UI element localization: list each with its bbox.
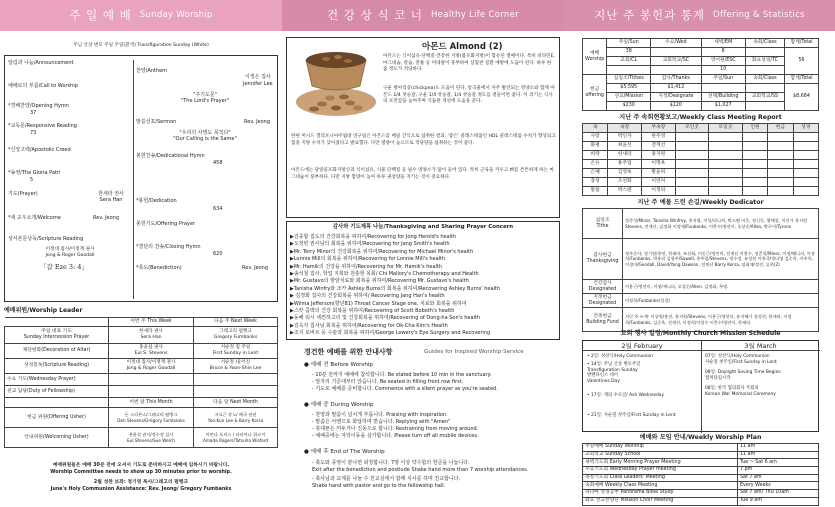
class-cell [742, 187, 767, 196]
gloria-patri-number: 5 [30, 177, 34, 183]
table-row [583, 474, 819, 482]
leader-next [194, 374, 278, 386]
order-item-anthem: 찬양/Anthem [136, 68, 168, 74]
class-head: 속장 [608, 124, 642, 133]
leader-this-month: 홍윤섭 권사/정수정 집사 Eul Stevens/Sue Welch [109, 428, 194, 448]
dedicator-names: 이정희/Funbanks(성경) [623, 294, 819, 308]
class-cell [675, 142, 709, 151]
list-item: 08일: 한국 협의회사 주회의 Korean War Memorial Ceremony [705, 386, 776, 397]
leader-notice-1: 예배위원들은 예배 30분 전에 오셔서 기도로 준비하시고 예배에 임하시기 바랍니다. [52, 463, 230, 468]
table-row [583, 280, 819, 294]
worship-subtitle: 주님 산상 변모 주일 주일(환색) Transfiguration Sunday (White) [73, 43, 209, 48]
responsive-reading-number: 73 [30, 130, 37, 136]
class-cell [709, 178, 743, 187]
stat-value: 10 [701, 66, 745, 75]
stat-value: $1,412 [651, 84, 701, 93]
health-paragraph-4: 아몬드에는 당알콜포화지방산과 식이섬유, 식물 단백질 등 필수 영양소가 많이 들어 있다. 특히 근육을 키우고 뼈를 튼튼하게 하는 마그네슘이 풍부하다. 다만 지방 함량이 높아 하루 권장량을 지키는 것이 중요하다. [291, 168, 554, 180]
dedicator-names: 이용근/정연미, 이정/제니퍼, 오상순/Allen, 김정화, 무명. [623, 280, 819, 294]
leader-row-label: 성경봉독(Scripture Reading) [5, 359, 109, 374]
order-item-apostolic-creed: *신앙고백/Apostolic Creed [8, 147, 71, 153]
class-cell [742, 151, 767, 160]
stat-head: 수요/Wed [651, 39, 701, 48]
guide-line: - 축사님과 교제를 나눌 수 친교실에서 함께 식사를 하며 친교합니다. [312, 476, 461, 482]
stat-head: 합계/Total [785, 75, 819, 84]
offering-column [564, 0, 835, 507]
class-cell [768, 169, 793, 178]
class-cell [675, 160, 709, 169]
stat-head: 교회학교/SC [651, 57, 701, 66]
list-item: ▶Wilma Jefferson(향년81) Throat Cancer Stage one, 치료와 회복을 위하여 [290, 300, 467, 307]
table-row [583, 178, 819, 187]
stat-value: 8 [701, 48, 745, 57]
table-row [5, 374, 278, 386]
class-name: 사랑 [583, 133, 608, 142]
list-item: ▶송석철 집사, 학업 지희와 원충현 목회/ Chi Mallory's Chemotherapy and Health [290, 270, 479, 277]
class-cell [742, 169, 767, 178]
order-item-offering-prayer: 봉헌기도/Offering Prayer [136, 221, 195, 227]
list-item: ▶Tanisha Winfry와 조카 Ashley Burns의 회복을 위하여/Recovering Ashley Burns' health [290, 285, 501, 292]
stat-head: 영어권/ESC [701, 57, 745, 66]
leader-row-label: 제단헌화(Decoration of Altar) [5, 344, 109, 359]
sermon-preacher: Rev. Jeong [244, 119, 271, 125]
stat-value [745, 102, 784, 111]
list-item: • 21일: 사순절 첫주일/First Sunday in Lent [587, 413, 676, 418]
offering-header-ko: 지난 주 봉헌과 통계 [594, 8, 706, 23]
order-item-call-to-worship: 예배로의 부름/Call to Worship [8, 83, 78, 89]
anthem-title-ko: "주기도문" [193, 92, 217, 98]
schedule-divider [701, 341, 702, 433]
health-header-ko: 건 강 상 식 코 너 [327, 8, 423, 23]
order-item-opening-hymn: *경배찬양/Opening Hymn [8, 103, 69, 109]
class-subleader: 이정의 [641, 187, 675, 196]
order-item-scripture: 성서본문낭독/Scripture Reading [8, 236, 84, 242]
prayer-concern-title: 감사와 기도제목 나눔/Thanksgiving and Sharing Prayer Concern [332, 224, 514, 230]
dedicator-title: 지난 주 예물 드린 손길/Weekly Dedicator [637, 199, 764, 206]
class-head: 헌금 [768, 124, 793, 133]
closing-hymn-number: 620 [213, 251, 223, 257]
order-item-announcement: 알림과 나눔/Announcement [8, 60, 74, 66]
class-cell [768, 142, 793, 151]
order-item-dedicational-hymn: 봉헌찬송/Dedicational Hymn [136, 153, 205, 159]
class-cell [742, 160, 767, 169]
list-item: ▶Lonnie Mill의 회복을 위하여/Recovering for Lonnie Mill's health [290, 256, 446, 263]
table-row [583, 490, 819, 498]
class-head: 인원 [742, 124, 767, 133]
dedicator-names: 지난 주 누계: 이상원/홍진, 홍지원/Stevens, 이용근/정연미, 유지혜가 정성현, 한새라, 이정희/Funbanks, 김순옥, 전계선, 이정희/이정수 이충수/정연이, 한새라. [623, 308, 819, 332]
leader-next [194, 386, 278, 398]
class-cell [793, 178, 818, 187]
plan-time: 11 am [738, 444, 819, 452]
class-cell [675, 169, 709, 178]
table-row [583, 294, 819, 308]
offering-header-en: Offering & Statistics [713, 10, 805, 21]
stat-head: 새벽/EM [701, 39, 745, 48]
list-item: ▶동혜 워시 세컨하고리 및 건강회복을 위하여/Recovering of Dong-ha Son's health [290, 315, 481, 322]
plan-title: 예배와 모임 안내/Weekly Worship Plan [639, 434, 762, 441]
class-cell [768, 151, 793, 160]
class-leader: 한새라 [608, 151, 642, 160]
anthem-title-en: "The Lord's Prayer" [180, 98, 230, 104]
class-name: 화평 [583, 142, 608, 151]
class-cell [793, 187, 818, 196]
class-cell [768, 178, 793, 187]
order-item-welcome: *새 교우소개/Welcome [8, 215, 61, 221]
stat-value: $1,027 [701, 102, 745, 111]
order-item-closing-hymn: *결단의 찬송/Closing Hymn [136, 244, 201, 250]
class-cell [793, 142, 818, 151]
order-of-worship [4, 55, 278, 302]
table-row [583, 133, 819, 142]
anthem-leader-ko: 이정은 집사 [245, 74, 271, 80]
order-item-benediction: *축도(Benediction) [136, 265, 182, 271]
worship-leader-table [4, 317, 278, 448]
list-item: ▶Mr. Terry Minor의 건강회복을 위하여/Recovering for Michael Minor's health [290, 248, 474, 255]
leader-next-month: 서요근 장노/ 배국 권권 Yoo-Kun Lee & Barry Korsa [194, 408, 278, 428]
plan-time: Sat 7 am [738, 474, 819, 482]
prayer-concern-list [290, 234, 558, 337]
prayer-leader-ko: 한새라 권사 [98, 191, 124, 197]
list-item: ▶ 김정화 집사의 건강회복을 위하여/ Recovering Jang Han's health [290, 293, 445, 300]
table-row [583, 497, 819, 505]
plan-name: 파나마 성경공부 Panorama Bible Study [583, 490, 738, 498]
class-cell [709, 151, 743, 160]
offering-header [564, 0, 835, 31]
worship-column [0, 0, 282, 507]
col-next-week: 다음 주 Next Week [194, 318, 278, 327]
stat-head: 지정/Designate [651, 93, 701, 102]
offering-total: $8,684 [785, 84, 819, 111]
plan-name: 수요기도회 Wednesday Prayer meeting [583, 467, 738, 475]
class-cell [768, 160, 793, 169]
dedicator-label: 십일조 Tithe [583, 209, 623, 239]
leader-next-month: 아만다 포커스 / 타티아나 위코저 Amada Rogers/Tatsuha Wisford [194, 428, 278, 448]
class-head: 성경 [793, 124, 818, 133]
leader-this: 한새라 권사 Sera Han [109, 327, 194, 344]
guide-line: - 예배중에는 자리이동을 삼가합니다. Please turn off all mobile devices. [312, 433, 479, 439]
plan-time: Tue 9 am [738, 497, 819, 505]
leader-row-label: 수요 기도(Wednesday Prayer) [5, 374, 109, 386]
list-item: 08일: Daylight Saving Time Begins 썸머타임시작 [705, 370, 781, 381]
table-row [583, 160, 819, 169]
stat-value [745, 66, 784, 75]
class-cell [709, 133, 743, 142]
class-cell [793, 160, 818, 169]
stat-value [651, 66, 701, 75]
health-paragraph-2: 구운 병아리콩(chickpea)도 도움이 된다. 통곡물에서 자주 발견되는 영양소와 함께 아몬드 1/4 찻숟갈, 구운 1/4 찻숟갈, 1/4 찻숟갈 정도를 곁들이면 좋다. 이 리기는 식사의 포만감을 높여주며 식습관 개선에 도움을 준다. [383, 86, 555, 105]
leader-row-label: 헌금 위원(Offering Usher) [5, 408, 109, 428]
order-item-dedication: *봉헌/Dedication [136, 198, 177, 204]
list-item: • 2일: 성찬식/Holy Communion [587, 354, 653, 359]
list-item: • 14일: 주님 산상 변모주일 Transfiguration Sunday 발렌타인스 데이 Valentines Day [587, 362, 641, 384]
leader-table-corner [5, 318, 109, 327]
class-name: 은혜 [583, 169, 608, 178]
stat-value: $120 [651, 102, 701, 111]
stat-value [607, 66, 651, 75]
stat-head: 교회학교/SS [745, 93, 784, 102]
leader-this-month: 돈 스티븐스/그레고리 펌뱅크 Don Stevens/Gregory Fumbanks [109, 408, 194, 428]
stat-total: 56 [785, 48, 819, 75]
order-divider [133, 60, 134, 299]
dedicator-names: 정주순사; 정기영/홍연, 한새라, 조선화, 이동근/정연미, 전계선 이정수, 정준석/Minor, 이정/웨니퍼, 이정희/Funbanks, 박유리 김형주/Sowell, 홍주업/Stevens, 정수정, 유성현 이홍국/정다영 김순옥, 이주옥, 이경미/Goodall, David/Yong Dawson, 전계선 Barry Korsa, 임회재/정진, 류현(2) [623, 239, 819, 280]
order-item-gloria-patri: *송영/The Gloria Patri [8, 170, 61, 176]
order-item-sermon: 말씀선포/Sermon [136, 119, 177, 125]
schedule-february: 2월 February [621, 342, 663, 350]
list-item: 07일: 성찬식/Holy Communion 사순절 첫주일/First Sunday in Lent [705, 354, 777, 365]
guide-line: - 휴대폰은 꺼두거나 진동으로 합니다. Restraining from moving around. [312, 426, 479, 432]
leader-next: 그레고리 펌뱅크 Gregory Fumbanks [194, 327, 278, 344]
class-subleader: 홍지원 [641, 151, 675, 160]
plan-name: 화요 선교찬양단 Mission Choir Meeting [583, 497, 738, 505]
plan-table [582, 443, 819, 506]
benediction-pastor: Rev. Jeong [242, 265, 269, 271]
class-cell [768, 133, 793, 142]
stat-value [745, 84, 784, 93]
plan-name: 주일예배 Sunday Worship [583, 444, 738, 452]
leader-notice-4: June's Holy Communion Assistance: Rev. Jeong/ Gregory Fumbanks [50, 487, 232, 492]
worship-header [0, 0, 282, 31]
table-row [583, 482, 819, 490]
leader-notice-2: Worship Committee needs to show up 30 minutes prior to worship. [50, 470, 232, 475]
stat-head: 교회/CL [607, 57, 651, 66]
table-row [5, 344, 278, 359]
order-item-responsive-reading: *교독문/Responsive Reading [8, 123, 77, 129]
plan-time: 11 am [738, 451, 819, 459]
list-item: ▶스캇 콤맥의 건강 회복을 위하여/Recovering of Scott Boboth's health [290, 307, 455, 314]
table-row [583, 239, 819, 280]
health-paragraph-1: 아몬드는 식이섬유·단백질·건강한 지방(불포화지방)이 함유된 열매이다. 특히 비타민E, 마그네슘, 칼슘, 칼륨 등 미네랄이 풍부하여 심혈관 질환 예방에 도움이 된다. 하루 한 줌 정도가 적당하다. [383, 54, 555, 73]
class-cell [709, 169, 743, 178]
health-article [286, 37, 560, 218]
table-row [583, 142, 819, 151]
class-name: 온유 [583, 160, 608, 169]
offering-label: 헌금 offering [583, 75, 607, 111]
dedicator-table [582, 208, 819, 332]
table-row [5, 428, 278, 448]
table-row [583, 151, 819, 160]
schedule-march: 3월 March [744, 342, 777, 350]
welcome-leader: Rev. Jeong [93, 215, 120, 221]
class-leader: 박스탠 [608, 187, 642, 196]
offering-stats-table [582, 38, 819, 111]
plan-time: Sat 7 am/ Thu 10am [738, 490, 819, 498]
table-row [583, 209, 819, 239]
plan-time: 7 pm [738, 467, 819, 475]
stat-head: 감사/Thanks [651, 75, 701, 84]
leader-row-label: 안내위원(Welcoming Usher) [5, 428, 109, 448]
leader-row-label: 친교 담당(Duty of Fellowship) [5, 386, 109, 398]
class-cell [675, 187, 709, 196]
stat-head: 십일조/Tithes [607, 75, 651, 84]
class-head: 모일곳 [709, 124, 743, 133]
leader-table-corner-2 [5, 398, 109, 408]
col-this-month: 이번 달 This Month [109, 398, 194, 408]
health-header [282, 0, 564, 31]
class-cell [793, 151, 818, 160]
table-row [583, 308, 819, 332]
class-report-table [582, 123, 819, 196]
class-cell [709, 142, 743, 151]
scripture-reference: 「갈 Eze 3: 4」 [40, 263, 88, 271]
class-head: 속 [583, 124, 608, 133]
class-cell [742, 142, 767, 151]
table-row [5, 386, 278, 398]
table-row [583, 444, 819, 452]
dedicator-label: 건강감사 Designated [583, 280, 623, 294]
class-subleader: 전계선 [641, 142, 675, 151]
order-item-prayer: 기도(Prayer) [8, 191, 38, 197]
prayer-concern-box [286, 221, 560, 340]
stat-value [745, 48, 784, 57]
guide-line: - 축도와 종영이 끝나면 퇴장합니다. 7명 이상 약수함의 헌금을 나눕니다. [312, 460, 470, 466]
class-head: 부속장 [641, 124, 675, 133]
dedicator-label: 건축헌금 Building Fund [583, 308, 623, 332]
class-subleader: 이명옥 [641, 160, 675, 169]
col-this-week: 이번 주 This Week [109, 318, 194, 327]
guide-line: - 기도로 예배를 준비합니다. Commence with a silent prayer as you're seated. [312, 386, 498, 392]
scripture-reader-ko: 이정대 집사/이정재 권사 [45, 247, 95, 252]
stat-head: 합계/Total [785, 39, 819, 48]
list-item: • 17일: 재의 수요일/ Ash Wednesday [587, 393, 665, 398]
class-cell [709, 187, 743, 196]
table-row [5, 359, 278, 374]
list-item: ▶오정빈 권사님의 회복을 위하여/Recovering for Jang Smith's health [290, 241, 450, 248]
class-subleader: 한주영 [641, 133, 675, 142]
stat-head: 속회/Class [745, 39, 784, 48]
dedicator-label: 지정헌금 Designated [583, 294, 623, 308]
class-cell [742, 133, 767, 142]
anthem-leader-en: Jennifer Lee [243, 81, 273, 87]
prayer-leader-en: Sera Han [99, 197, 123, 203]
dedication-number: 634 [213, 206, 223, 212]
class-cell [675, 178, 709, 187]
leader-row-label: 주일 대표 기도 Sunday Intercession Prayer [5, 327, 109, 344]
schedule-box [582, 340, 819, 432]
dedicational-hymn-number: 458 [213, 160, 223, 166]
table-row [5, 327, 278, 344]
sermon-title-en: "Our Calling is the Same" [173, 136, 237, 142]
guide-line: - 말씀은 아멘으로 화답하며 받습니다. Replying with "Amen" [312, 419, 451, 425]
class-leader: 박인자 [608, 133, 642, 142]
guide-title-ko: 경건한 예배를 위한 안내사항 [304, 348, 393, 356]
class-cell [675, 133, 709, 142]
worship-attendance-label: 예배 Worship [583, 39, 607, 75]
stat-head: 화요성경/TC [745, 57, 784, 66]
class-cell [709, 160, 743, 169]
leader-next: 서순정 집 주일 First Sunday in Lent [194, 344, 278, 359]
guide-before-head: ● 예배 전 Before Worship [304, 362, 373, 368]
stat-head: 선택/Building [701, 93, 745, 102]
class-head: 모인곳 [675, 124, 709, 133]
stat-head: 주일/Sun [701, 75, 745, 84]
plan-name: 속장기도회 Class Leaders' Meeting [583, 474, 738, 482]
stat-value: $5,595 [607, 84, 651, 93]
leader-notice-3: 2월 성찬 보좌: 정기영 목사/그레고리 펌뱅크 [93, 480, 189, 485]
list-item: ▶김옥자 집사님 회복을 위하여/Recovering for Ok-Cha Kim's Health [290, 322, 448, 329]
plan-name: 새벽기도회 Early Morning Prayer Meeting [583, 459, 738, 467]
stat-head: 주일/Sun [607, 39, 651, 48]
class-cell [675, 151, 709, 160]
guide-end-head: ● 예배 후 End of The Worship [304, 449, 385, 455]
stat-value [701, 84, 745, 93]
worship-leader-title: 예배위원/Worship Leader [4, 307, 83, 314]
schedule-title: 교회 행사 일정/Monthly Church Mission Schedule [620, 330, 781, 337]
health-article-title: 아몬드 Almond (2) [422, 42, 503, 52]
leader-next: 서순정 /윤이신 Bruce & Yoon-Shin Lee [194, 359, 278, 374]
guide-line: - 앞자리 기준대부터 앉습니다. Be seated in filling front row first. [312, 379, 464, 385]
class-leader: 최윤선 [608, 142, 642, 151]
class-leader: 김영옥 [608, 169, 642, 178]
class-name: 말씀 [583, 187, 608, 196]
class-cell [742, 178, 767, 187]
guide-line: Exit after the benediction and postlude Shake hand more than 7 worship attendances. [312, 467, 529, 473]
table-row [583, 459, 819, 467]
table-row [583, 451, 819, 459]
class-cell [768, 187, 793, 196]
scripture-reader-en: Jong & Roger Goodall [45, 253, 95, 258]
worship-header-en: Sunday Worship [139, 10, 213, 21]
list-item: ▶Mr. Hamik의 건강을 위하여/Recovering for Mr. Hamik's health [290, 263, 443, 270]
stat-value: 38 [607, 48, 651, 57]
plan-time: Tue ~ Sat 6 am [738, 459, 819, 467]
stat-value: $230 [607, 102, 651, 111]
guide-title-en: Guides for Inspired Worship Service [424, 349, 524, 355]
list-item: ▶김종합 집도의 건강회복을 위하여/Recovering for Jong Herold's health [290, 234, 457, 240]
stat-head: 선교/Mission [607, 93, 651, 102]
class-name: 희락 [583, 151, 608, 160]
class-subleader: 이연미 [641, 178, 675, 187]
class-cell [793, 133, 818, 142]
plan-name: 교회학교 Sunday School [583, 451, 738, 459]
list-item: ▶조지 로버트 등 수술과 회복을 위하여/George Lowery's Eye Surgery and Recovering [290, 330, 491, 337]
health-paragraph-3: 한편 머시드 캘리포니아주립대 연구팀은 아몬드를 매일 간식으로 섭취한 결과, '좋은' 콜레스테롤인 HDL 콜레스테롤 수치가 향상되고 혈중 지방 수치가 낮아졌다고 발표했다. 다만 열량이 높으므로 적당량을 섭취하는 것이 좋다. [291, 134, 556, 146]
dedicator-names: 정준석/Minor, Tanisha Winfrey, 홍지영, 이성/피니씨, 박스탠 비웅, 정신동, 황해상, 이선가 홍지원 Stevens, 전계신, 김정화 이정재/Funbanks, 이충수/정연이, 오상순/Allen, 박구이/Tyrone [623, 209, 819, 239]
sermon-title-ko: "우리의 사명도 목적다" [179, 130, 231, 136]
class-report-title: 지난 주 속회현황보고/Weekly Class Meeting Report [619, 114, 782, 121]
class-cell [793, 169, 818, 178]
leader-this [109, 374, 194, 386]
worship-header-ko: 주 일 예 배 [69, 8, 132, 23]
table-row [5, 408, 278, 428]
plan-name: 속회예배 Weekly Class Meeting [583, 482, 738, 490]
table-row [583, 187, 819, 196]
list-item: ▶Mr. Gustavo의 항암치료와 회복을 위하여/Recovering Mr. Gustavo's health [290, 278, 469, 285]
guide-line: - 찬양과 말씀이 넘치게 부릅니다. Praising with inspiration. [312, 412, 448, 418]
stat-value [651, 48, 701, 57]
class-name: 충성 [583, 178, 608, 187]
health-column [282, 0, 564, 507]
leader-this: 홍윤섭 권사 Eul S. Stevens [109, 344, 194, 359]
class-leader: 홍주업 [608, 160, 642, 169]
stat-head: 속회/Class [745, 75, 784, 84]
dedicator-label: 감사헌금 Thanksgiving [583, 239, 623, 280]
guide-during-head: ● 예배 중 During Worship [304, 402, 374, 408]
almond-image [292, 42, 380, 120]
class-subleader: 황윤희 [641, 169, 675, 178]
guide-line: Shake hand with pastor and go to the fellowship hall. [312, 483, 446, 489]
class-leader: 조선화 [608, 178, 642, 187]
plan-time: Every Weeks [738, 482, 819, 490]
table-row [583, 169, 819, 178]
leader-this: 이정대 집사/이정재 권사 Jong & Roger Goodall [109, 359, 194, 374]
opening-hymn-number: 37 [30, 110, 37, 116]
leader-this [109, 386, 194, 398]
guide-line: - 10분 전까지 예배에 참석합니다. Be stated before 10 min in the sanctuary. [312, 372, 492, 378]
health-header-en: Healthy Life Corner [430, 10, 519, 21]
col-next-month: 다음 달 Next Month [194, 398, 278, 408]
table-row [583, 467, 819, 475]
